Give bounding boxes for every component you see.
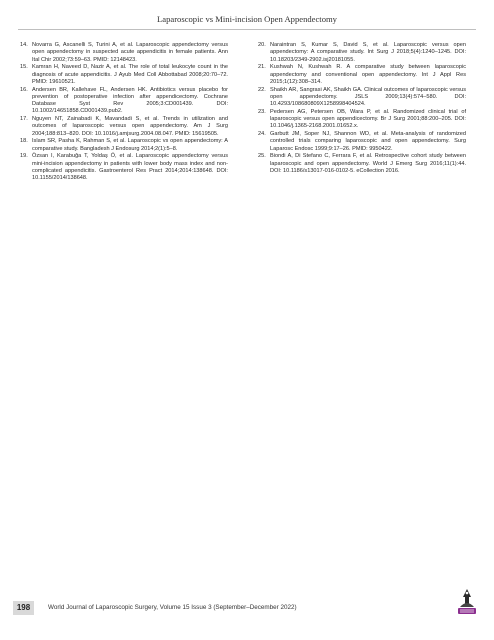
references-right-column (258, 42, 466, 176)
reference-item (258, 109, 466, 131)
references-left-column (20, 42, 228, 183)
reference-number: 22. (258, 86, 266, 93)
reference-text: Kushwah N, Kushwah R. A comparative study between laparoscopic appendectomy and conventional open appendectomy. Int J Appl Res 2015;1(12):308–314. (270, 64, 466, 85)
reference-text: Pedersen AG, Petersen OB, Wara P, et al. Randomized clinical trial of laparoscopic versus open appendicectomy. Br J Surg 2001;88:200–205. DOI: 10.1046/j.1365-2168.2001.01652.x. (270, 108, 466, 130)
page-footer (0, 601, 494, 615)
publisher-logo-icon (456, 587, 478, 615)
reference-item (258, 87, 466, 109)
reference-text: Garbutt JM, Soper NJ, Shannon WD, et al. Meta-analysis of randomized controlled trials comparing laparoscopic and open appendectomy. Surg Laparosc Endosc 1999;9:17–26. PMID: 9950422. (270, 131, 466, 152)
reference-text: Nguyen NT, Zainabadi K, Mavandadi S, et al. Trends in utilization and outcomes of laparoscopic versus open appendectomy. Am J Surg 2004;188:813–820. DOI: 10.1016/j.amjsurg.2004.08.047. PMID: 15619505. (32, 116, 228, 137)
reference-number: 20. (258, 42, 266, 48)
reference-text: Kamran H, Naveed D, Nazir A, et al. The role of total leukocyte count in the diagnosis of acute appendicitis. J Ayub Med Coll Abbottabad 2008;20:70–72. PMID: 19610521. (32, 64, 228, 85)
journal-citation: World Journal of Laparoscopic Surgery, Volume 15 Issue 3 (September–December 2022) (48, 604, 297, 611)
reference-item (20, 153, 228, 182)
reference-item (20, 64, 228, 86)
reference-text: Biondi A, Di Stefano C, Ferrara F, et al. Retrospective cohort study between laparoscopic and open appendectomy. World J Emerg Surg 2016;11(1):44. DOI: 10.1186/s13017-016-0102-5. eCollection 2016. (270, 153, 466, 174)
reference-item (258, 153, 466, 175)
reference-number: 16. (20, 86, 28, 93)
reference-item (20, 87, 228, 116)
reference-number: 18. (20, 138, 28, 145)
header-rule (18, 29, 476, 30)
page-number: 198 (13, 601, 34, 615)
reference-item (258, 64, 466, 86)
reference-number: 25. (258, 153, 266, 160)
running-head: Laparoscopic vs Mini-incision Open Appendectomy (157, 14, 337, 24)
reference-number: 23. (258, 108, 266, 115)
reference-item (20, 116, 228, 138)
reference-number: 21. (258, 64, 266, 71)
reference-number: 24. (258, 131, 266, 138)
reference-text: Naraintran S, Kumar S, David S, et al. Laparoscopic versus open appendectomy: A comparative study. Int Surg J 2018;5(4):1240–1245. DOI: 10.18203/2349-2902.isj20181055. (270, 42, 466, 63)
reference-item (258, 131, 466, 153)
reference-text: Özsan I, Karabuğa T, Yoldaş Ö, et al. Laparoscopic appendectomy versus mini-incision appendectomy in patients with lower body mass index and non-complicated appendicitis. Gastroenterol Res Pract 2014;2014:138648. DOI: 10.1155/2014/138648. (32, 153, 228, 182)
reference-text: Shaikh AR, Sangrasi AK, Shaikh GA. Clinical outcomes of laparoscopic versus open appendectomy. JSLS 2009;13(4):574–580. DOI: 10.4293/108680809X1258998404524. (270, 86, 466, 108)
reference-text: Novarra G, Ascanelli S, Turini A, et al. Laparoscopic appendectomy versus open appendectomy in suspected acute appendicitis in female patients. Ann Ital Chir 2002;73:59–63. PMID: 12148423. (32, 42, 228, 63)
reference-item (258, 42, 466, 64)
reference-number: 19. (20, 153, 28, 160)
reference-item (20, 138, 228, 153)
reference-text: Andersen BR, Kallehave FL, Andersen HK. Antibiotics versus placebo for prevention of postoperative infection after appendicectomy. Cochrane Database Syst Rev 2005;3:CD001439. DOI: 10.1002/14651858.CD001439.pub2. (32, 86, 228, 115)
reference-number: 17. (20, 116, 28, 123)
reference-number: 14. (20, 42, 28, 48)
reference-text: Islam SR, Pasha K, Rahman S, et al. Laparoscopic vs open appendectomy: A comparative study. Bangladesh J Endosurg 2014;2(1):5–8. (32, 138, 228, 152)
reference-item (20, 42, 228, 64)
reference-number: 15. (20, 64, 28, 71)
